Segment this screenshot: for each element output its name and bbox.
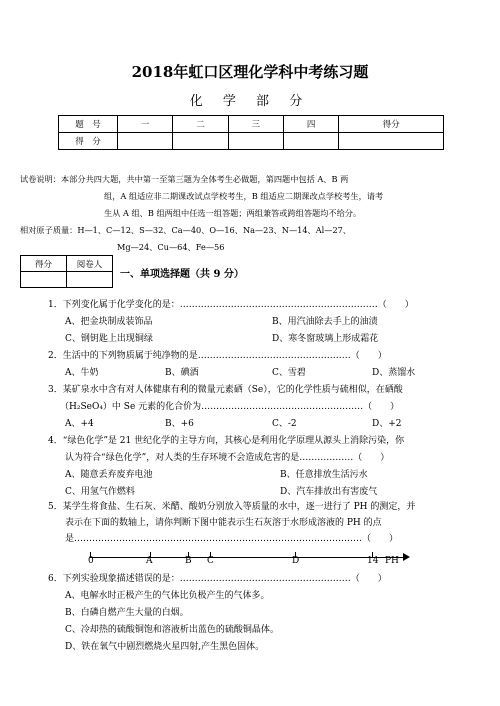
question-2-option-d: D、蒸馏水	[372, 368, 416, 378]
question-3-option-c: C、-2	[272, 419, 297, 429]
section-heading: 一、单项选择题（共 9 分）	[120, 269, 244, 280]
score-cell	[339, 133, 444, 150]
ph-label-unit: PH	[385, 556, 399, 566]
grader-score-cell	[21, 272, 67, 288]
instructions-line-3: 生从 A 组、B 组两组中任选一组答题；两组兼答或跨组答题均不给分。	[104, 208, 362, 218]
question-5: 5．某学生将食盐、生石灰、米醋、酸奶分别放入等质量的水中，逐一进行了 PH 的测定，并	[48, 502, 416, 512]
question-4: 4．“绿色化学”是 21 世纪化学的主导方向，其核心是利用化学原理从源头上消除污染，你	[48, 436, 405, 446]
page-subtitle: 化 学 部 分	[189, 94, 311, 109]
score-cell: 得 分	[59, 133, 118, 150]
score-table	[58, 115, 444, 150]
ph-label-b: B	[185, 556, 192, 566]
grader-name-cell	[67, 272, 113, 288]
ph-label-0: 0	[88, 556, 94, 566]
grader-name-label: 阅卷人	[67, 256, 113, 272]
ph-number-line	[90, 550, 410, 564]
atomic-mass-line-1: 相对原子质量：H—1、C—12、S—32、Ca—40、O—16、Na—23、N—14、Al—27、	[20, 225, 352, 235]
question-6-option-d: D、铁在氧气中剧烈燃烧火星四射,产生黑色固体。	[65, 642, 265, 652]
question-4-cont: 认为符合“绿色化学”，对人类的生存环境不会造成危害的是………………（ ）	[65, 453, 390, 463]
score-table-header-row	[59, 116, 444, 133]
question-2-option-a: A、牛奶	[65, 368, 99, 378]
question-6: 6．下列实验现象描述错误的是：…………………………………………………（ ）	[48, 574, 387, 584]
question-6-option-b: B、白磷自燃产生大量的白烟。	[65, 608, 189, 618]
score-cell: 题 号	[59, 116, 118, 133]
question-3-option-d: D、+2	[372, 419, 402, 429]
question-2: 2．生活中的下列物质属于纯净物的是……………………………………………（ ）	[48, 351, 387, 361]
grader-box	[20, 255, 113, 288]
score-cell: 二	[173, 116, 228, 133]
question-1-option-b: B、用汽油除去手上的油渍	[272, 317, 378, 327]
question-5-cont: 表示在下面的数轴上，请你判断下图中能表示生石灰溶于水形成溶液的 PH 的点	[65, 518, 382, 528]
ph-axis-line	[90, 557, 408, 558]
question-3-cont: （H₂SeO₄）中 Se 元素的化合价为………………………………………………（ ）	[60, 402, 400, 412]
score-cell	[118, 133, 173, 150]
score-cell: 三	[228, 116, 283, 133]
question-3: 3．某矿泉水中含有对人体健康有利的微量元素硒（Se），它的化学性质与硫相似，在硒酸	[48, 385, 403, 395]
ph-label-a: A	[146, 556, 153, 566]
question-4-option-a: A、随意丢弃废弃电池	[65, 470, 153, 480]
question-6-option-a: A、电解水时正极产生的气体比负极产生的气体多。	[65, 591, 270, 601]
score-table-score-row	[59, 133, 444, 150]
atomic-mass-line-2: Mg—24、Cu—64、Fe—56	[117, 242, 225, 252]
score-cell	[283, 133, 338, 150]
question-2-option-c: C、雪碧	[272, 368, 306, 378]
ph-label-14: 14	[367, 556, 379, 566]
ph-axis-arrow-icon	[403, 553, 410, 561]
question-4-option-c: C、用氢气作燃料	[65, 487, 135, 497]
question-3-option-b: B、+6	[165, 419, 194, 429]
ph-label-d: D	[292, 556, 300, 566]
question-1-option-d: D、寒冬窗玻璃上形成霜花	[272, 334, 379, 344]
score-cell	[228, 133, 283, 150]
page-title: 2018年虹口区理化学科中考练习题	[131, 63, 369, 81]
score-cell	[173, 133, 228, 150]
grader-score-label: 得分	[21, 256, 67, 272]
question-5-cont-2: 是……………………………………………………………………………………（ ）	[65, 534, 399, 544]
instructions-line-2: 组，A 组适应非二期课改试点学校考生，B 组适应二期课改点学校考生，请考	[104, 191, 384, 201]
question-6-option-c: C、冷却热的硫酸铜饱和溶液析出蓝色的硫酸铜晶体。	[65, 625, 279, 635]
ph-label-c: C	[207, 556, 214, 566]
instructions-line-1: 试卷说明：本部分共四大题，共中第一至第三题为全体考生必做题，第四题中包括 A、B 两	[20, 174, 349, 184]
score-cell: 得分	[339, 116, 444, 133]
score-cell: 一	[118, 116, 173, 133]
question-2-option-b: B、碘酒	[165, 368, 199, 378]
question-3-option-a: A、+4	[65, 419, 94, 429]
score-cell: 四	[283, 116, 338, 133]
question-1-option-c: C、钢钥匙上出现铜绿	[65, 334, 153, 344]
question-4-option-d: D、汽车排放出有害废气	[280, 487, 378, 497]
question-4-option-b: B、任意排放生活污水	[280, 470, 368, 480]
question-1: 1．下列变化属于化学变化的是：…………………………………………………………（ ）	[48, 300, 414, 310]
question-1-option-a: A、把金块制成装饰品	[65, 317, 153, 327]
